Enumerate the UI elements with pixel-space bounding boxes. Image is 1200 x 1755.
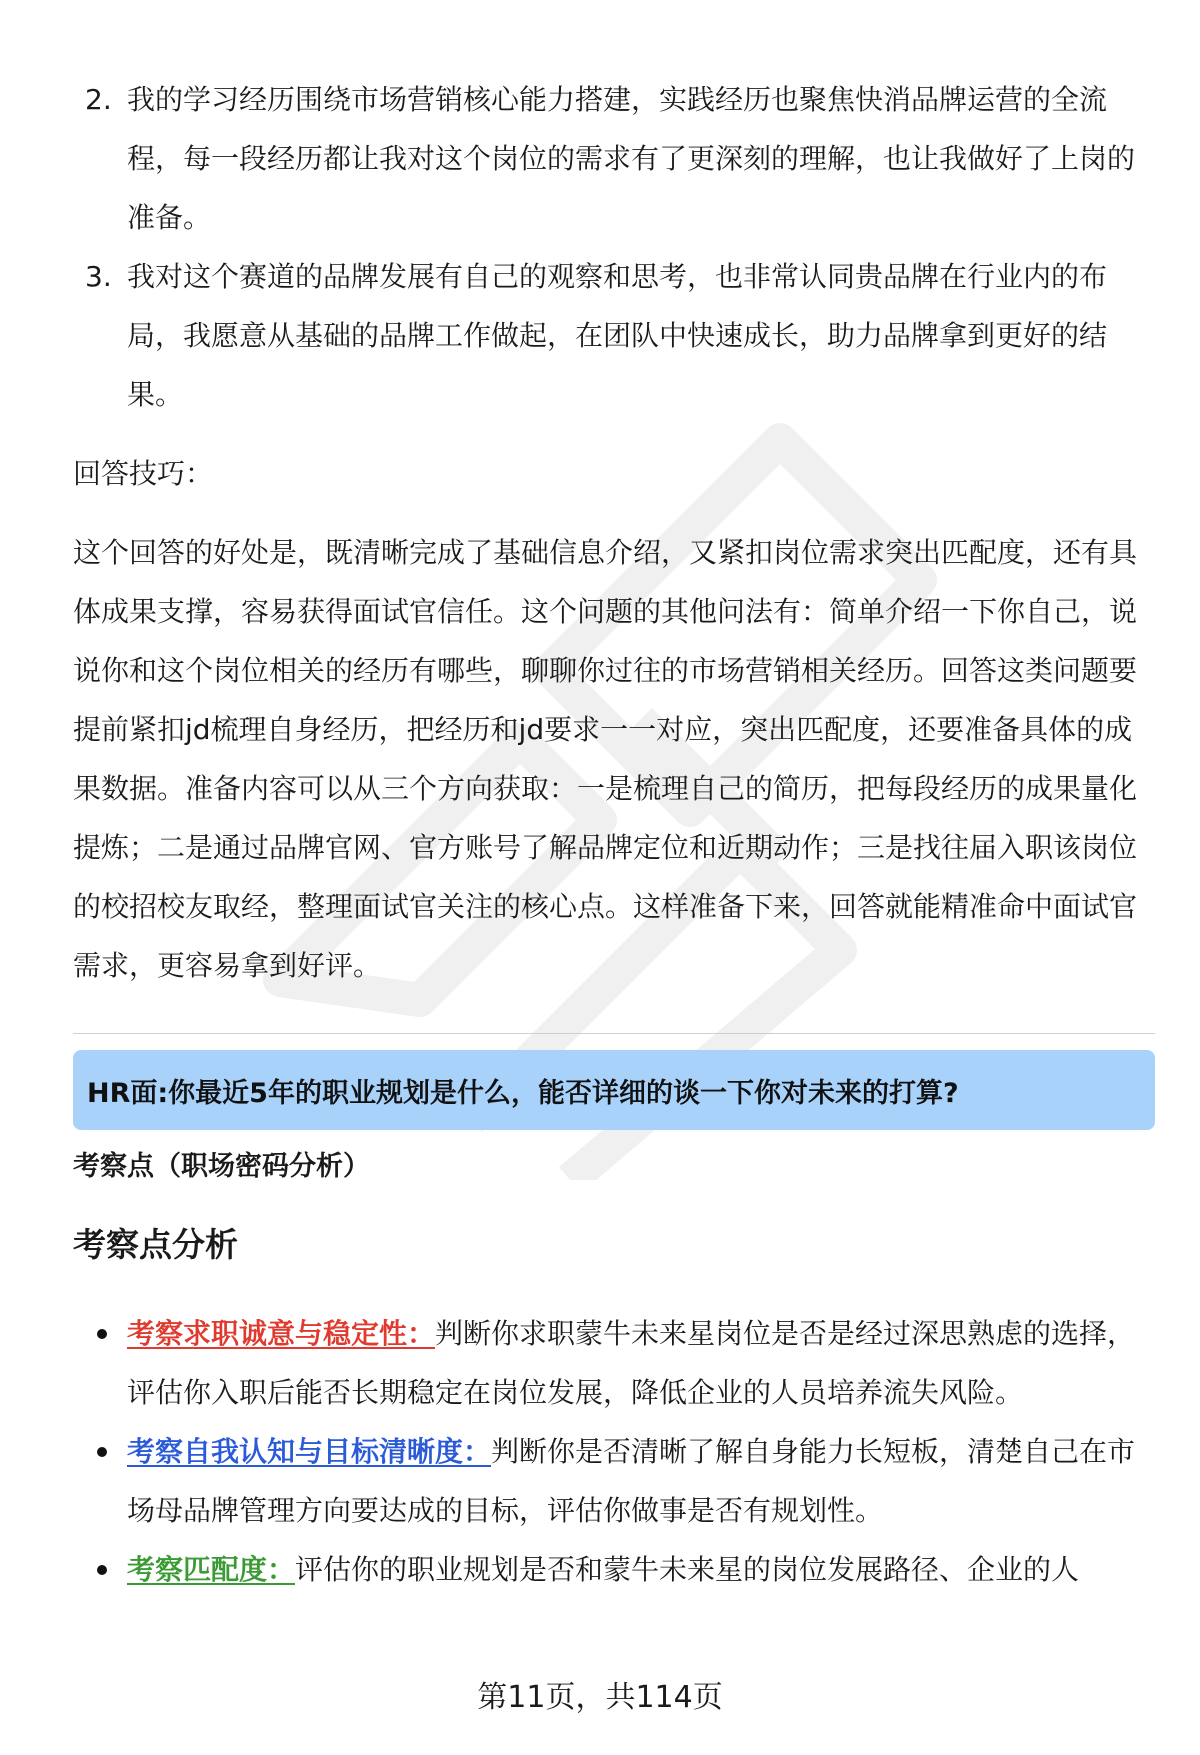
list-item — [73, 70, 1155, 247]
question-text: HR面:你最近5年的职业规划是什么，能否详细的谈一下你对未来的打算? — [87, 1077, 959, 1109]
tips-label: 回答技巧： — [73, 457, 214, 490]
list-item-text: 我的学习经历围绕市场营销核心能力搭建，实践经历也聚焦快消品牌运营的全流程，每一段经历都让我对这个岗位的需求有了更深刻的理解，也让我做好了上岗的准备。 — [127, 83, 1136, 234]
bullet-dot-icon — [97, 1565, 107, 1575]
page-content — [73, 70, 1155, 1599]
tips-body: 这个回答的好处是，既清晰完成了基础信息介绍，又紧扣岗位需求突出匹配度，还有具体成果支撑，容易获得面试官信任。这个问题的其他问法有：简单介绍一下你自己，说说你和这个岗位相关的经历有哪些，聊聊你过往的市场营销相关经历。回答这类问题要提前紧扣jd梳理自身经历，把经历和jd要求一一对应，突出匹配度，还要准备具体的成果数据。准备内容可以从三个方向获取：一是梳理自己的简历，把每段经历的成果量化提炼；二是通过品牌官网、官方账号了解品牌定位和近期动作；三是找往届入职该岗位的校招校友取经，整理面试官关注的核心点。这样准备下来，回答就能精准命中面试官需求，更容易拿到好评。 — [73, 536, 1138, 982]
bullet-item — [73, 1422, 1155, 1540]
question-banner — [73, 1050, 1155, 1130]
bullet-dot-icon — [97, 1447, 107, 1457]
bullet-keyword: 考察自我认知与目标清晰度： — [127, 1435, 492, 1468]
bullet-list — [73, 1304, 1155, 1599]
list-item-number: 3. — [85, 260, 112, 293]
list-item-number: 2. — [85, 83, 112, 116]
bullet-text: 评估你的职业规划是否和蒙牛未来星的岗位发展路径、企业的人 — [295, 1553, 1080, 1586]
list-item-text: 我对这个赛道的品牌发展有自己的观察和思考，也非常认同贵品牌在行业内的布局，我愿意从基础的品牌工作做起，在团队中快速成长，助力品牌拿到更好的结果。 — [127, 260, 1108, 411]
subhead: 考察点（职场密码分析） — [73, 1151, 370, 1182]
page-number: 第11页，共114页 — [477, 1680, 723, 1715]
bullet-item — [73, 1304, 1155, 1422]
bullet-item — [73, 1540, 1155, 1599]
bullet-dot-icon — [97, 1329, 107, 1339]
bullet-text: 判断你求职蒙牛未来星岗位是否是经过深思熟虑的选择，评估你入职后能否长期稳定在岗位发展，降低企业的人员培养流失风险。 — [127, 1317, 1136, 1409]
bullet-keyword: 考察匹配度： — [127, 1553, 296, 1586]
list-item — [73, 247, 1155, 424]
bullet-keyword: 考察求职诚意与稳定性： — [127, 1317, 436, 1350]
section-title: 考察点分析 — [73, 1225, 238, 1264]
bullet-text: 判断你是否清晰了解自身能力长短板，清楚自己在市场母品牌管理方向要达成的目标，评估你做事是否有规划性。 — [127, 1435, 1136, 1527]
section-divider — [73, 1033, 1155, 1034]
numbered-list — [73, 70, 1155, 424]
